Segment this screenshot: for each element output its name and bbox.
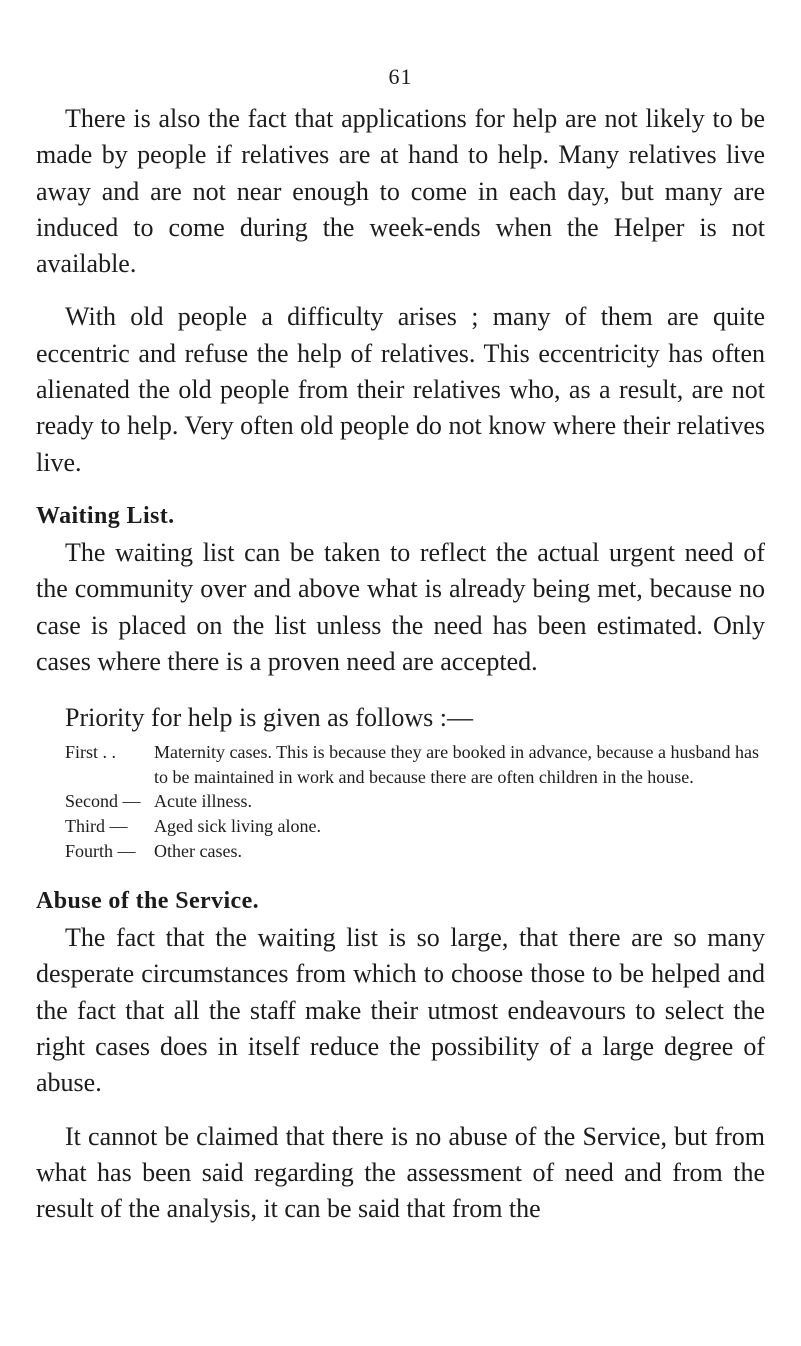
page-number: 61 xyxy=(388,64,413,89)
priority-item-first xyxy=(65,740,765,789)
priority-list xyxy=(65,740,765,863)
paragraph-abuse-waiting-list: The fact that the waiting list is so large, that there are so many desperate circumstances from which to choose those to be helped and the fact that all the staff make their utmost endeavours to select the right cases does in itself reduce the possibility of a large degree of abuse. xyxy=(36,923,765,1098)
priority-item-fourth xyxy=(65,839,765,864)
priority-rank: Third — xyxy=(65,815,128,836)
paragraph-waiting-list: The waiting list can be taken to reflect the actual urgent need of the community over and above what is already being met, because no case is placed on the list unless the need has been estimated. Only cases where there is a proven need are accepted. xyxy=(36,537,765,676)
priority-item-second xyxy=(65,789,765,814)
priority-intro: Priority for help is given as follows :— xyxy=(65,703,474,733)
priority-description: Maternity cases. This is because they are booked in advance, because a husband has to be maintained in work and because there are often children in the house. xyxy=(154,742,759,787)
page-body xyxy=(36,101,765,1228)
paragraph-old-people-difficulty: With old people a difficulty arises ; many of them are quite eccentric and refuse the help of relatives. This eccentricity has often alienated the old people from their relatives who, as a result, are not ready to help. Very often old people do not know where their relatives live. xyxy=(36,302,765,477)
priority-description: Other cases. xyxy=(154,840,242,861)
priority-item-third xyxy=(65,814,765,839)
priority-rank: Fourth — xyxy=(65,840,136,861)
paragraph-abuse-claim: It cannot be claimed that there is no abuse of the Service, but from what has been said regarding the assessment of need and from the result of the analysis, it can be said that from the xyxy=(36,1121,765,1224)
heading-abuse-of-service: Abuse of the Service. xyxy=(36,888,260,915)
heading-waiting-list: Waiting List. xyxy=(36,502,175,529)
paragraph-relatives-at-hand: There is also the fact that applications for help are not likely to be made by people if relatives are at hand to help. Many relatives live away and are not near enough to come in each day, but many are induced to come during the week-ends when the Helper is not available. xyxy=(36,104,765,279)
priority-description: Acute illness. xyxy=(154,791,252,812)
priority-rank: First . . xyxy=(65,742,117,763)
priority-description: Aged sick living alone. xyxy=(154,815,321,836)
priority-rank: Second — xyxy=(65,791,141,812)
